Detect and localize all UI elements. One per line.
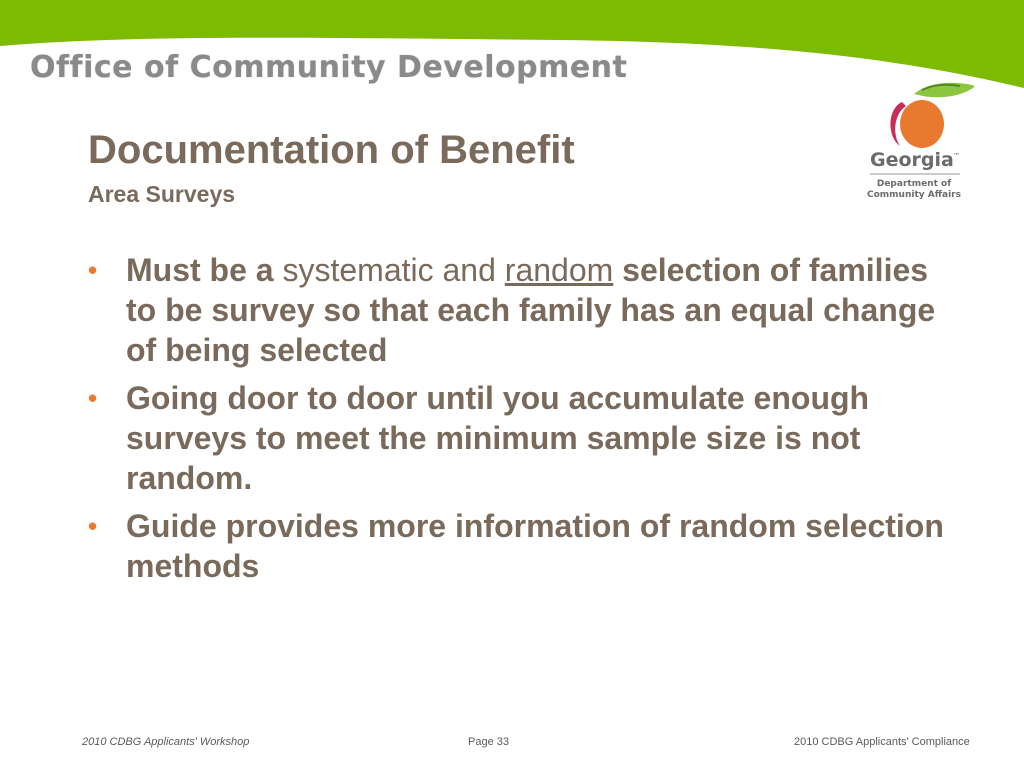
- bullet-text-segment: Guide provides more information of random selection methods: [126, 508, 944, 584]
- bullet-dot-icon: •: [88, 511, 98, 541]
- logo-department-line2: Community Affairs: [867, 190, 961, 200]
- logo-wordmark: Georgia: [870, 149, 954, 171]
- slide-title: Documentation of Benefit: [88, 128, 575, 172]
- bullet-text-segment: random: [504, 252, 614, 288]
- footer-workshop: 2010 CDBG Applicants' Workshop: [82, 736, 250, 748]
- bullet-dot-icon: •: [88, 383, 98, 413]
- footer-compliance: 2010 CDBG Applicants' Compliance: [794, 736, 970, 748]
- office-title: Office of Community Development: [30, 50, 628, 85]
- bullet-text-segment: Going door to door until you accumulate enough surveys to meet the minimum sample size is not random.: [126, 380, 870, 496]
- bullet-list: [88, 250, 948, 594]
- bullet-text-segment: systematic and: [282, 252, 505, 288]
- georgia-dca-logo: [856, 78, 974, 206]
- bullet-text-segment: selection of families to be survey so that each family has an equal change of being selected: [126, 252, 936, 368]
- footer-page-number: Page 33: [468, 736, 509, 748]
- bullet-item: [88, 250, 948, 370]
- bullet-item: [88, 378, 948, 498]
- bullet-item: [88, 506, 948, 586]
- bullet-text-segment: Must be a: [126, 252, 283, 288]
- bullet-dot-icon: •: [88, 255, 98, 285]
- logo-department-line1: Department of: [876, 179, 952, 189]
- peach-icon: [900, 100, 944, 148]
- logo-trademark: ™: [953, 152, 960, 160]
- slide-subtitle: Area Surveys: [88, 181, 236, 207]
